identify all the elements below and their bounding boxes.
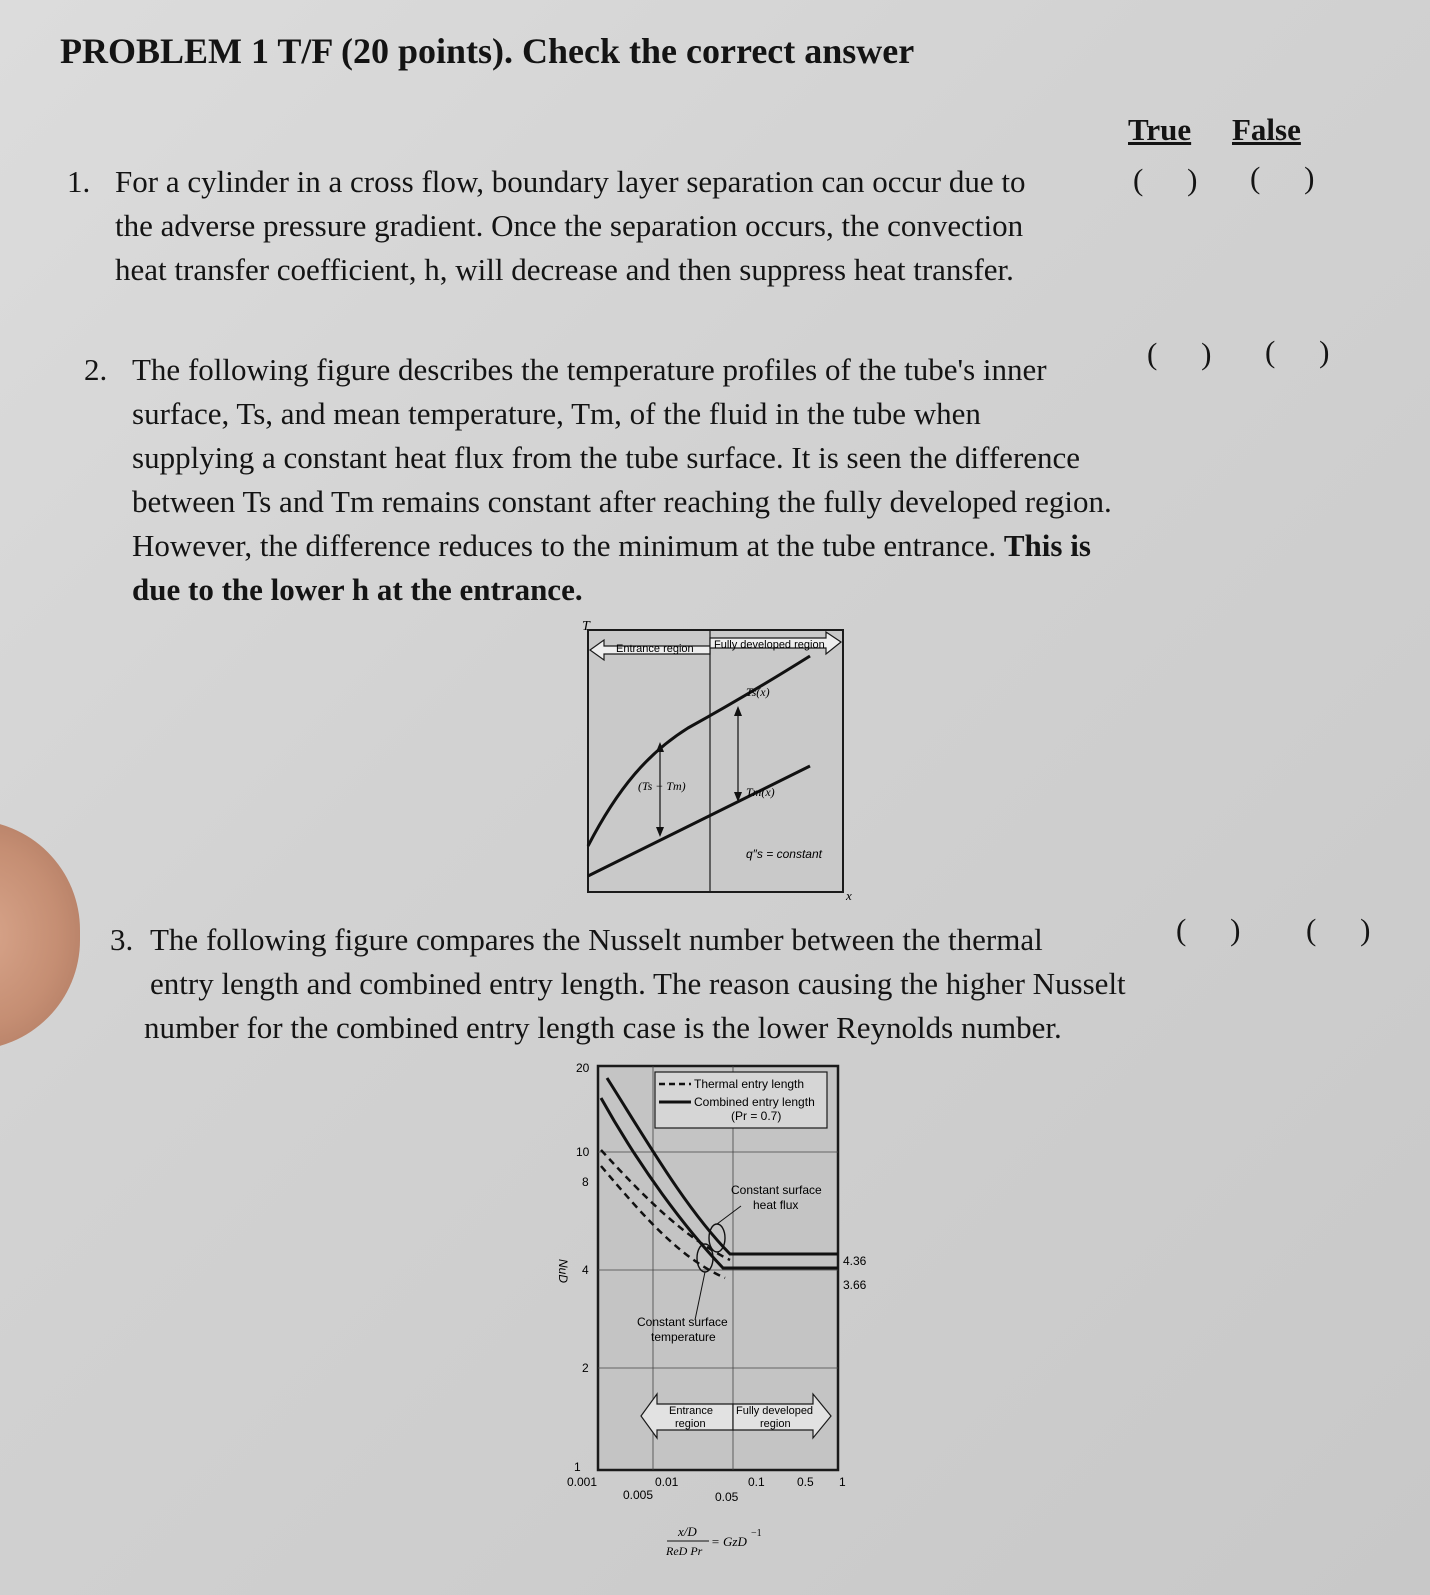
y-tick: 10 <box>576 1145 590 1159</box>
question-number: 1. <box>67 164 91 199</box>
nu-temp-value: 3.66 <box>843 1278 867 1292</box>
x-tick: 0.001 <box>567 1475 598 1489</box>
legend-thermal-label: Thermal entry length <box>694 1077 805 1091</box>
question-line: However, the difference reduces to the minimum at the tube entrance. This is <box>132 528 1091 563</box>
question-2 <box>84 348 1112 612</box>
fully-developed-region-label: Fully developed region <box>714 639 825 651</box>
x-tick: 0.1 <box>748 1475 765 1489</box>
x-tick-labels <box>567 1475 846 1504</box>
surface-temp-label-2: temperature <box>651 1330 716 1344</box>
question-line: The following figure compares the Nusselt number between the thermal <box>150 922 1043 957</box>
thumb <box>0 820 80 1050</box>
legend-pr-label: (Pr = 0.7) <box>731 1109 782 1123</box>
question-line: supplying a constant heat flux from the tube surface. It is seen the difference <box>132 440 1081 475</box>
question-line: The following figure describes the temperature profiles of the tube's inner <box>132 352 1047 387</box>
question-line: heat transfer coefficient, h, will decrease and then suppress heat transfer. <box>115 252 1014 287</box>
problem-heading: PROBLEM 1 T/F (20 points). Check the correct answer <box>60 31 915 71</box>
question-3 <box>110 918 1126 1050</box>
question-line: between Ts and Tm remains constant after reaching the fully developed region. <box>132 484 1112 519</box>
y-tick: 4 <box>582 1263 589 1277</box>
x-tick: 0.005 <box>623 1488 654 1502</box>
x-tick: 0.05 <box>715 1490 739 1504</box>
axis-x-label: x <box>846 888 852 903</box>
temperature-profile-svg <box>578 618 868 918</box>
q2-false-checkbox[interactable]: ( ) <box>1265 334 1348 369</box>
true-column-header: True <box>1128 112 1192 147</box>
question-line: surface, Ts, and mean temperature, Tm, of the fluid in the tube when <box>132 396 981 431</box>
x-label-superscript: −1 <box>751 1528 762 1539</box>
entrance-label-1: Entrance <box>669 1405 714 1417</box>
tm-label: Tm(x) <box>746 785 775 799</box>
q2-true-checkbox[interactable]: ( ) <box>1147 336 1230 371</box>
x-tick: 0.5 <box>797 1475 814 1489</box>
q3-false-checkbox[interactable]: ( ) <box>1306 912 1389 947</box>
figure-nusselt-number <box>545 1058 895 1568</box>
x-label-denominator: ReD Pr <box>666 1544 703 1558</box>
y-tick-labels <box>574 1061 590 1474</box>
y-tick: 1 <box>574 1460 581 1474</box>
x-tick: 0.01 <box>655 1475 679 1489</box>
y-tick: 2 <box>582 1361 589 1375</box>
y-axis-label: NuD <box>556 1259 570 1284</box>
fully-developed-label-2: region <box>760 1418 791 1430</box>
figure-temperature-profiles <box>578 618 868 918</box>
nu-flux-value: 4.36 <box>843 1254 867 1268</box>
question-number: 2. <box>84 352 108 387</box>
question-line: number for the combined entry length case is the lower Reynolds number. <box>144 1010 1062 1045</box>
y-tick: 20 <box>576 1061 590 1075</box>
nusselt-svg <box>545 1058 895 1568</box>
x-label-equation: = GzD <box>711 1534 747 1549</box>
surface-flux-label-2: heat flux <box>753 1198 799 1212</box>
right-values <box>843 1254 867 1292</box>
false-column-header: False <box>1232 112 1301 147</box>
difference-label: (Ts − Tm) <box>638 779 686 793</box>
question-line: due to the lower h at the entrance. <box>132 572 583 607</box>
question-line: For a cylinder in a cross flow, boundary layer separation can occur due to <box>115 164 1026 199</box>
surface-temp-label-1: Constant surface <box>637 1315 728 1329</box>
q3-true-checkbox[interactable]: ( ) <box>1176 912 1259 947</box>
flux-label: q″s = constant <box>746 847 822 861</box>
q1-true-checkbox[interactable]: ( ) <box>1133 162 1216 197</box>
question-1 <box>67 160 1026 292</box>
question-number: 3. <box>110 922 134 957</box>
x-tick: 1 <box>839 1475 846 1489</box>
ts-label: Ts(x) <box>746 685 770 699</box>
entrance-label-2: region <box>675 1418 706 1430</box>
bold-text: This is <box>1003 528 1091 563</box>
x-label-numerator: x/D <box>678 1524 697 1539</box>
legend-combined-label: Combined entry length <box>694 1095 815 1109</box>
question-line: entry length and combined entry length. The reason causing the higher Nusselt <box>150 966 1126 1001</box>
question-line: the adverse pressure gradient. Once the separation occurs, the convection <box>115 208 1024 243</box>
y-tick: 8 <box>582 1175 589 1189</box>
fully-developed-label-1: Fully developed <box>736 1405 814 1417</box>
q1-false-checkbox[interactable]: ( ) <box>1250 160 1333 195</box>
surface-flux-label-1: Constant surface <box>731 1183 822 1197</box>
axis-t-label: T <box>582 619 590 634</box>
entrance-region-label: Entrance region <box>616 643 694 655</box>
